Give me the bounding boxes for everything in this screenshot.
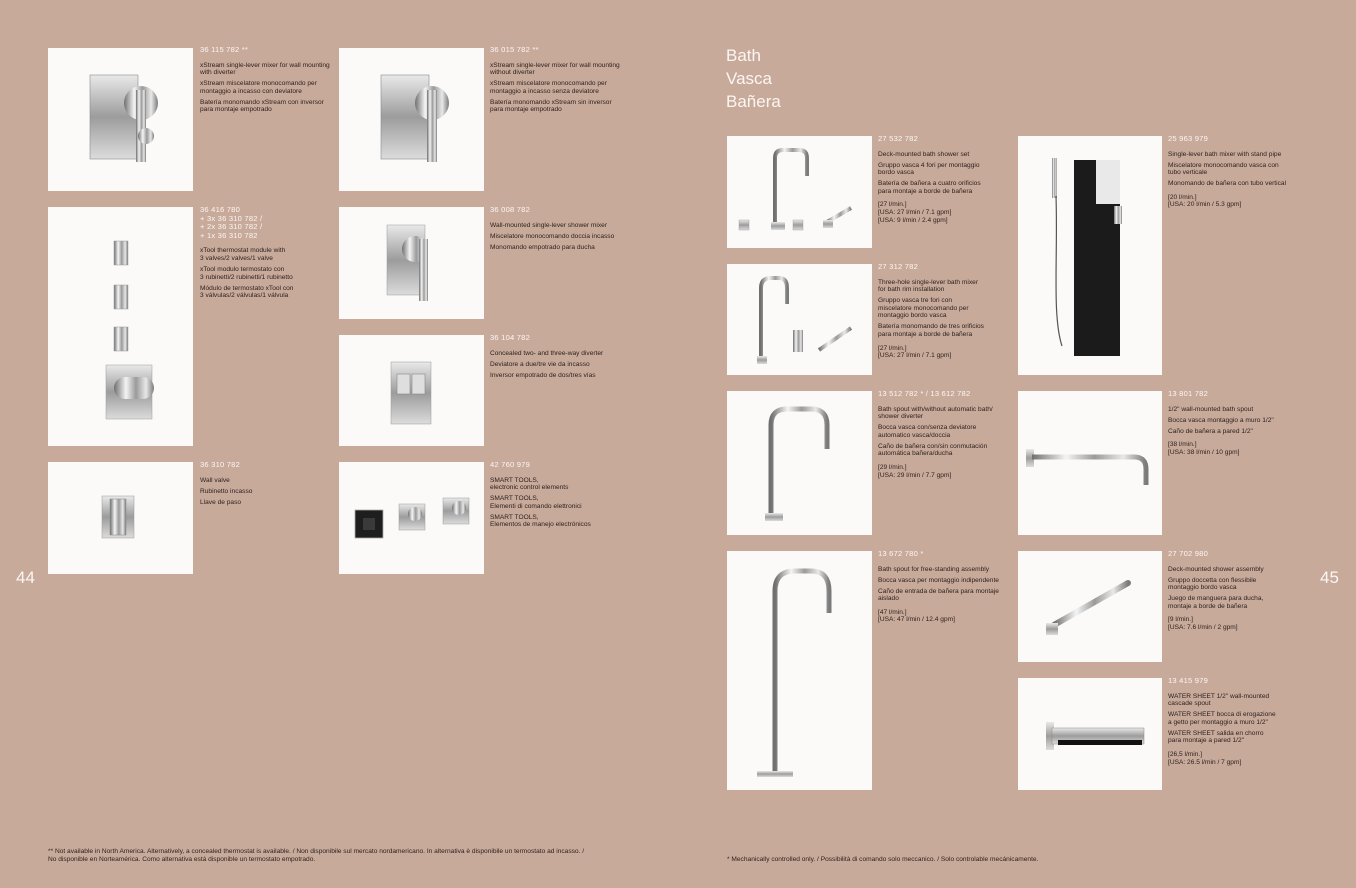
desc-en: Deck-mounted bath shower set xyxy=(878,150,970,158)
desc-it: Bocca vasca montaggio a muro 1/2" xyxy=(1168,416,1274,424)
desc-es: WATER SHEET salida en chorro para montaje a pared 1/2" xyxy=(1168,729,1264,745)
product-code: 36 115 782 ** xyxy=(200,45,249,54)
desc-en: WATER SHEET 1/2" wall-mounted cascade spout xyxy=(1168,692,1270,708)
product-image-36008782 xyxy=(339,207,484,319)
flow-rate: [27 l/min.] [USA: 27 l/min / 7.1 gpm] [USA: 9 l/min / 2.4 gpm] xyxy=(878,201,952,224)
product-code: 13 415 979 xyxy=(1168,676,1209,685)
product-image-13512782 xyxy=(727,391,872,535)
product-code: 27 532 782 xyxy=(878,134,919,143)
product-text-36104782 xyxy=(490,334,630,383)
desc-it: xTool modulo termostato con 3 rubinetti/2 rubinetti/1 rubinetto xyxy=(200,265,293,281)
desc-es: SMART TOOLS, Elementos de manejo electrónicos xyxy=(490,513,591,529)
desc-es: Batería monomando xStream con inversor para montaje empotrado xyxy=(200,98,324,114)
desc-en: xStream single-lever mixer for wall mounting without diverter xyxy=(490,61,620,77)
footnote-left: ** Not available in North America. Alternatively, a concealed thermostat is available. / Non disponibile sul mercato nordamericano. In alternativa è disponibile un termostato ad incasso. / No disponible en Norteamérica. Como alternativa está disponible un termostato empotrado. xyxy=(48,848,585,864)
desc-es: Monomando de bañera con tubo vertical xyxy=(1168,180,1287,188)
desc-es: Juego de manguera para ducha, montaje a borde de bañera xyxy=(1168,595,1264,610)
desc-es: Caño de bañera a pared 1/2" xyxy=(1168,427,1253,435)
page-number-left: 44 xyxy=(16,568,35,587)
product-code: 36 015 782 ** xyxy=(490,45,539,54)
flow-rate: [9 l/min.] [USA: 7.6 l/min / 2 gpm] xyxy=(1168,616,1238,631)
desc-it: Gruppo doccetta con flessibile montaggio bordo vasca xyxy=(1168,576,1257,592)
product-image-36115782 xyxy=(48,48,193,191)
desc-en: Single-lever bath mixer with stand pipe xyxy=(1168,150,1282,158)
desc-it: SMART TOOLS, Elementi di comando elettronici xyxy=(490,495,582,510)
desc-en: Concealed two- and three-way diverter xyxy=(490,349,604,357)
product-text-13801782 xyxy=(1168,390,1303,456)
product-image-13801782 xyxy=(1018,391,1162,535)
product-code: 42 760 979 xyxy=(490,460,531,469)
flow-rate: [27 l/min.] [USA: 27 l/min / 7.1 gpm] xyxy=(878,344,952,360)
product-code: 36 416 780 + 3x 36 310 782 / + 2x 36 310 782 / + 1x 36 310 782 xyxy=(200,205,263,240)
desc-it: xStream miscelatore monocomando per montaggio a incasso con deviatore xyxy=(200,80,317,95)
desc-it: Bocca vasca per montaggio indipendente xyxy=(878,576,999,584)
desc-en: Bath spout for free-standing assembly xyxy=(878,565,990,573)
desc-it: Miscelatore monocomando doccia incasso xyxy=(490,232,615,240)
section-title xyxy=(726,44,781,113)
title-it: Vasca xyxy=(726,69,772,88)
desc-it: Gruppo vasca tre fori con miscelatore monocomando per montaggio bordo vasca xyxy=(878,297,969,320)
product-text-36310782 xyxy=(200,461,340,510)
product-image-36104782 xyxy=(339,335,484,446)
product-image-27312782 xyxy=(727,264,872,375)
flow-rate: [47 l/min.] [USA: 47 l/min / 12.4 gpm] xyxy=(878,608,955,624)
flow-rate: [38 l/min.] [USA: 38 l/min / 10 gpm] xyxy=(1168,441,1240,456)
product-code: 13 801 782 xyxy=(1168,389,1209,398)
desc-en: xTool thermostat module with 3 valves/2 valves/1 valve xyxy=(200,247,286,262)
title-en: Bath xyxy=(726,46,761,65)
product-image-13415979 xyxy=(1018,678,1162,790)
product-code: 27 312 782 xyxy=(878,262,919,271)
desc-es: Caño de entrada de bañera para montaje aislado xyxy=(878,587,999,603)
product-image-13672780 xyxy=(727,551,872,790)
product-text-27702980 xyxy=(1168,550,1303,632)
product-image-42760979 xyxy=(339,462,484,574)
product-code: 13 512 782 * / 13 612 782 xyxy=(878,389,971,398)
desc-it: Gruppo vasca 4 fori per montaggio bordo vasca xyxy=(878,161,980,177)
footnote-right: * Mechanically controlled only. / Possibilità di comando solo meccanico. / Solo controlable mecánicamente. xyxy=(727,856,1039,863)
product-code: 36 008 782 xyxy=(490,205,531,214)
desc-it: Miscelatore monocomando vasca con tubo verticale xyxy=(1168,161,1279,177)
desc-it: Bocca vasca con/senza deviatore automatico vasca/doccia xyxy=(878,424,977,439)
product-code: 36 310 782 xyxy=(200,460,241,469)
product-text-36416780 xyxy=(200,206,340,303)
product-text-36015782 xyxy=(490,46,630,117)
product-text-36115782 xyxy=(200,46,340,117)
desc-en: Wall valve xyxy=(200,476,230,484)
product-code: 25 963 979 xyxy=(1168,134,1209,143)
desc-es: Batería monomando xStream sin inversor para montaje empotrado xyxy=(490,98,612,114)
desc-it: xStream miscelatore monocomando per montaggio a incasso senza deviatore xyxy=(490,80,607,95)
desc-es: Llave de paso xyxy=(200,498,242,506)
title-es: Bañera xyxy=(726,92,781,111)
product-text-13672780 xyxy=(878,550,1013,624)
desc-en: xStream single-lever mixer for wall mounting with diverter xyxy=(200,61,330,77)
page-number-right: 45 xyxy=(1320,568,1339,587)
product-image-36015782 xyxy=(339,48,484,191)
desc-en: Bath spout with/without automatic bath/ shower diverter xyxy=(878,405,993,421)
desc-it: WATER SHEET bocca di erogazione a getto per montaggio a muro 1/2" xyxy=(1168,711,1276,726)
product-image-27702980 xyxy=(1018,551,1162,662)
desc-en: Three-hole single-lever bath mixer for bath rim installation xyxy=(878,278,979,294)
desc-it: Deviatore a due/tre vie da incasso xyxy=(490,360,590,368)
product-text-27312782 xyxy=(878,263,1013,360)
product-image-36416780 xyxy=(48,207,193,446)
product-text-13415979 xyxy=(1168,677,1303,766)
product-image-36310782 xyxy=(48,462,193,574)
flow-rate: [29 l/min.] [USA: 29 l/min / 7.7 gpm] xyxy=(878,463,952,479)
product-text-36008782 xyxy=(490,206,630,255)
desc-en: 1/2" wall-mounted bath spout xyxy=(1168,405,1254,413)
product-text-13512782 xyxy=(878,390,1013,479)
desc-en: Deck-mounted shower assembly xyxy=(1168,565,1264,573)
flow-rate: [20 l/min.] [USA: 20 l/min / 5.3 gpm] xyxy=(1168,193,1242,209)
product-image-25963979 xyxy=(1018,136,1162,375)
product-code: 27 702 980 xyxy=(1168,549,1209,558)
product-text-42760979 xyxy=(490,461,630,532)
desc-es: Monomando empotrado para ducha xyxy=(490,243,595,251)
product-code: 13 672 780 * xyxy=(878,549,924,558)
desc-en: Wall-mounted single-lever shower mixer xyxy=(490,221,608,229)
product-image-27532782 xyxy=(727,136,872,248)
desc-it: Rubinetto incasso xyxy=(200,487,253,495)
product-text-25963979 xyxy=(1168,135,1303,209)
product-text-27532782 xyxy=(878,135,1013,224)
flow-rate: [26,5 l/min.] [USA: 26.5 l/min / 7 gpm] xyxy=(1168,750,1242,766)
desc-es: Módulo de termostato xTool con 3 válvulas/2 válvulas/1 válvula xyxy=(200,284,294,300)
desc-en: SMART TOOLS, electronic control elements xyxy=(490,476,569,492)
desc-es: Caño de bañera con/sin conmutación automática bañera/ducha xyxy=(878,442,988,458)
desc-es: Batería de bañera a cuatro orificios para montaje a borde de bañera xyxy=(878,180,981,195)
desc-es: Inversor empotrado de dos/tres vías xyxy=(490,371,596,379)
desc-es: Batería monomando de tres orificios para montaje a borde de bañera xyxy=(878,323,984,338)
product-code: 36 104 782 xyxy=(490,333,531,342)
